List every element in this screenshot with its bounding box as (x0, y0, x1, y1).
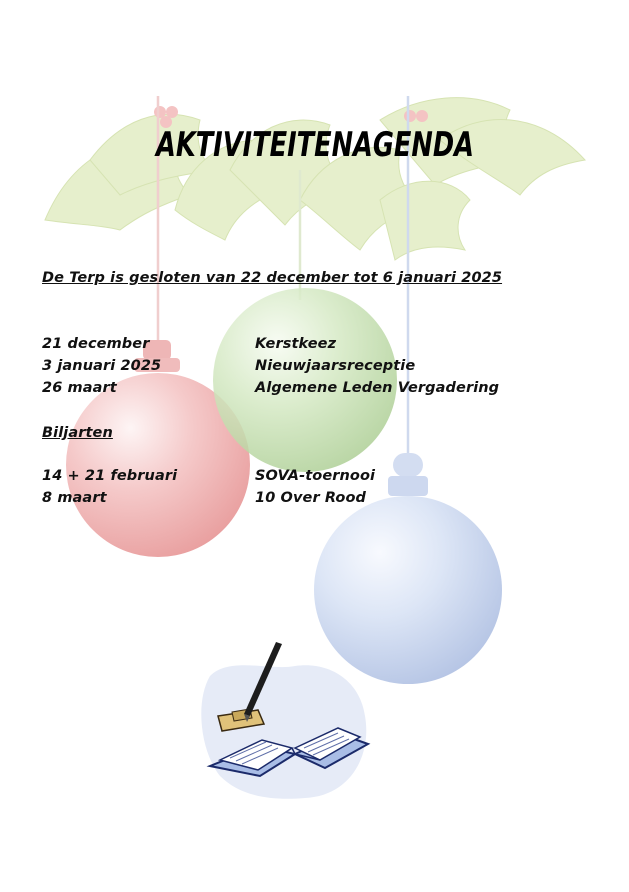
section-heading-billiards: Biljarten (42, 425, 113, 441)
event-name: 10 Over Rood (255, 490, 366, 506)
event-date: 26 maart (42, 380, 117, 396)
event-date: 3 januari 2025 (42, 358, 162, 374)
event-name: Nieuwjaarsreceptie (255, 358, 416, 374)
event-name: Algemene Leden Vergadering (255, 380, 500, 396)
event-date: 14 + 21 februari (42, 468, 178, 484)
event-name: Kerstkeez (255, 336, 337, 352)
book-and-quill-icon (200, 636, 375, 806)
closure-notice: De Terp is gesloten van 22 december tot 6 januari 2025 (42, 270, 503, 286)
event-date: 8 maart (42, 490, 107, 506)
event-date: 21 december (42, 336, 150, 352)
event-name: SOVA-toernooi (255, 468, 376, 484)
page-title (150, 118, 480, 170)
svg-text:AKTIVITEITENAGENDA: AKTIVITEITENAGENDA (153, 125, 474, 165)
